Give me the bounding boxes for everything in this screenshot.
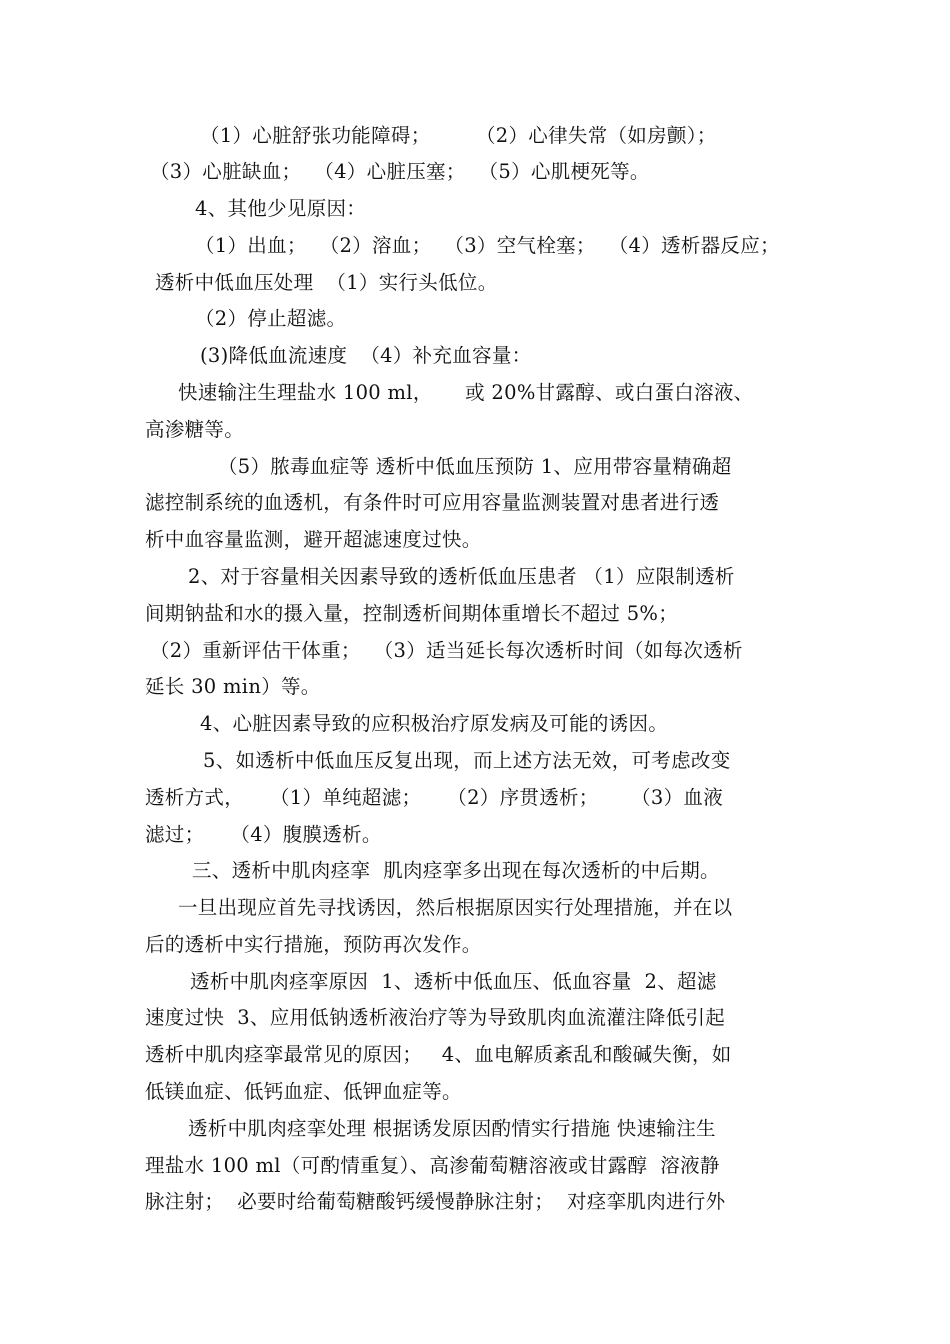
text-line: 透析方式， （1）单纯超滤； （2）序贯透析； （3）血液 — [145, 786, 723, 809]
text-line: 快速输注生理盐水 100 ml， 或 20%甘露醇、或白蛋白溶液、 — [178, 381, 754, 404]
text-line: 滤控制系统的血透机，有条件时可应用容量监测装置对患者进行透 — [145, 491, 720, 514]
text-line: 间期钠盐和水的摄入量，控制透析间期体重增长不超过 5%； — [145, 602, 679, 625]
text-line: 后的透析中实行措施，预防再次发作。 — [145, 933, 482, 956]
text-line: 低镁血症、低钙血症、低钾血症等。 — [145, 1080, 462, 1103]
text-line: 透析中低血压处理 （1）实行头低位。 — [155, 271, 498, 294]
text-line: 透析中肌肉痉挛最常见的原因； 4、血电解质紊乱和酸碱失衡，如 — [145, 1043, 732, 1066]
text-line: 析中血容量监测，避开超滤速度过快。 — [145, 528, 482, 551]
text-line: （5）脓毒血症等 透析中低血压预防 1、应用带容量精确超 — [218, 455, 732, 478]
text-line: 速度过快 3、应用低钠透析液治疗等为导致肌肉血流灌注降低引起 — [145, 1006, 726, 1029]
text-line: 三、透析中肌肉痉挛 肌肉痉挛多出现在每次透析的中后期。 — [192, 859, 720, 882]
text-line: （2）重新评估干体重； （3）适当延长每次透析时间（如每次透析 — [150, 639, 743, 662]
text-line: 理盐水 100 ml（可酌情重复）、高渗葡萄糖溶液或甘露醇 溶液静 — [145, 1154, 720, 1177]
text-line: 5、如透析中低血压反复出现，而上述方法无效，可考虑改变 — [203, 749, 731, 772]
text-line: 高渗糖等。 — [145, 418, 245, 441]
text-line: 透析中肌肉痉挛原因 1、透析中低血压、低血容量 2、超滤 — [190, 970, 717, 993]
text-line: (3)降低血流速度 （4）补充血容量： — [200, 344, 532, 367]
text-line: 透析中肌肉痉挛处理 根据诱发原因酌情实行措施 快速输注生 — [188, 1117, 716, 1140]
text-line: （2）停止超滤。 — [195, 307, 347, 330]
text-line: 4、心脏因素导致的应积极治疗原发病及可能的诱因。 — [200, 712, 669, 735]
text-line: 延长 30 min）等。 — [145, 675, 321, 698]
text-line: 4、其他少见原因： — [195, 197, 367, 220]
text-line: 一旦出现应首先寻找诱因，然后根据原因实行处理措施，并在以 — [178, 896, 733, 919]
text-line: （1）心脏舒张功能障碍； （2）心律失常（如房颤）； — [200, 124, 717, 147]
text-line: 滤过； （4）腹膜透析。 — [145, 823, 382, 846]
text-line: 2、对于容量相关因素导致的透析低血压患者 （1）应限制透析 — [188, 565, 735, 588]
text-line: 脉注射； 必要时给葡萄糖酸钙缓慢静脉注射； 对痉挛肌肉进行外 — [145, 1190, 726, 1213]
text-line: （3）心脏缺血； （4）心脏压塞； （5）心肌梗死等。 — [150, 160, 650, 183]
text-line: （1）出血； （2）溶血； （3）空气栓塞； （4）透析器反应； — [195, 234, 780, 257]
